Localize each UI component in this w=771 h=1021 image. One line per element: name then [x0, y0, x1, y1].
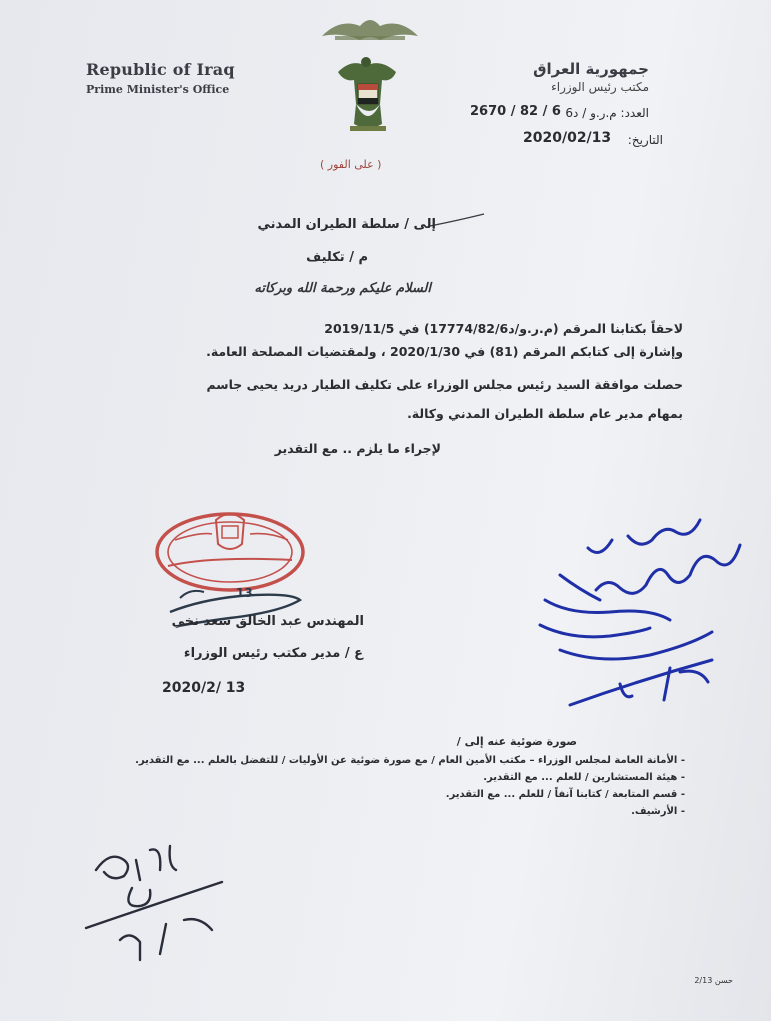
header-ar-office: مكتب رئيس الوزراء [551, 80, 649, 94]
list-item: - الأمانة العامة لمجلس الوزراء – مكتب الأمين العام / مع صورة ضوئية عن الأوليات / للتفضل بالعلم ... مع التقدير. [65, 752, 685, 769]
handwritten-note-left-icon [86, 846, 222, 960]
strike-mark-icon [430, 214, 484, 226]
stamp-number: 13 [236, 586, 253, 600]
body-paragraph-3: حصلت موافقة السيد رئيس مجلس الوزراء على تكليف الطيار دريد يحيى جاسم [206, 377, 683, 392]
greeting-line: السلام عليكم ورحمة الله وبركاته [254, 281, 431, 296]
header-en-country: Republic of Iraq [86, 60, 235, 79]
body-paragraph-1: لاحقاً بكتابنا المرقم (م.ر.و/د17774/82/6) في 2019/11/5 [324, 321, 683, 336]
priority-note: ( على الفور ) [320, 158, 382, 171]
official-stamp-icon [157, 514, 303, 590]
copy-recipients-list [65, 752, 685, 820]
date-label: التاريخ: [627, 133, 663, 147]
header-en-office: Prime Minister's Office [86, 83, 230, 96]
header-ar-country: جمهورية العراق [533, 60, 649, 78]
list-item: - قسم المتابعة / كتابنا آنفاً / للعلم ... مع التقدير. [65, 786, 685, 803]
list-item: - الأرشيف. [65, 803, 685, 820]
signatory-title: ع / مدير مكتب رئيس الوزراء [183, 646, 363, 661]
addressee-line: إلى / سلطة الطيران المدني [257, 217, 436, 232]
handwritten-note-right-icon [540, 520, 740, 705]
subject-line: م / تكليف [306, 250, 368, 265]
copy-heading: صورة ضوئية عنه إلى / [456, 735, 577, 748]
list-item: - هيئة المستشارين / للعلم ... مع التقدير. [65, 769, 685, 786]
body-paragraph-2: وإشارة إلى كتابكم المرقم (81) في 2020/1/30 ، ولمقتضيات المصلحة العامة. [206, 344, 683, 359]
reference-label: العدد: م.ر.و / د6 [565, 106, 649, 120]
body-paragraph-4: بمهام مدير عام سلطة الطيران المدني وكالة. [407, 406, 683, 421]
reference-number: 2670 / 82 / 6 [470, 104, 561, 119]
signature-date: 2020/2/ 13 [162, 680, 246, 696]
closing-line: لإجراء ما يلزم .. مع التقدير [274, 441, 441, 456]
footer-code: حسن 2/13 [694, 976, 733, 985]
iraq-eagle-emblem-icon [338, 57, 396, 131]
date-value: 2020/02/13 [523, 130, 612, 146]
signatory-name: المهندس عبد الخالق سعد نخي [171, 614, 364, 629]
top-ornament-icon [322, 20, 418, 40]
